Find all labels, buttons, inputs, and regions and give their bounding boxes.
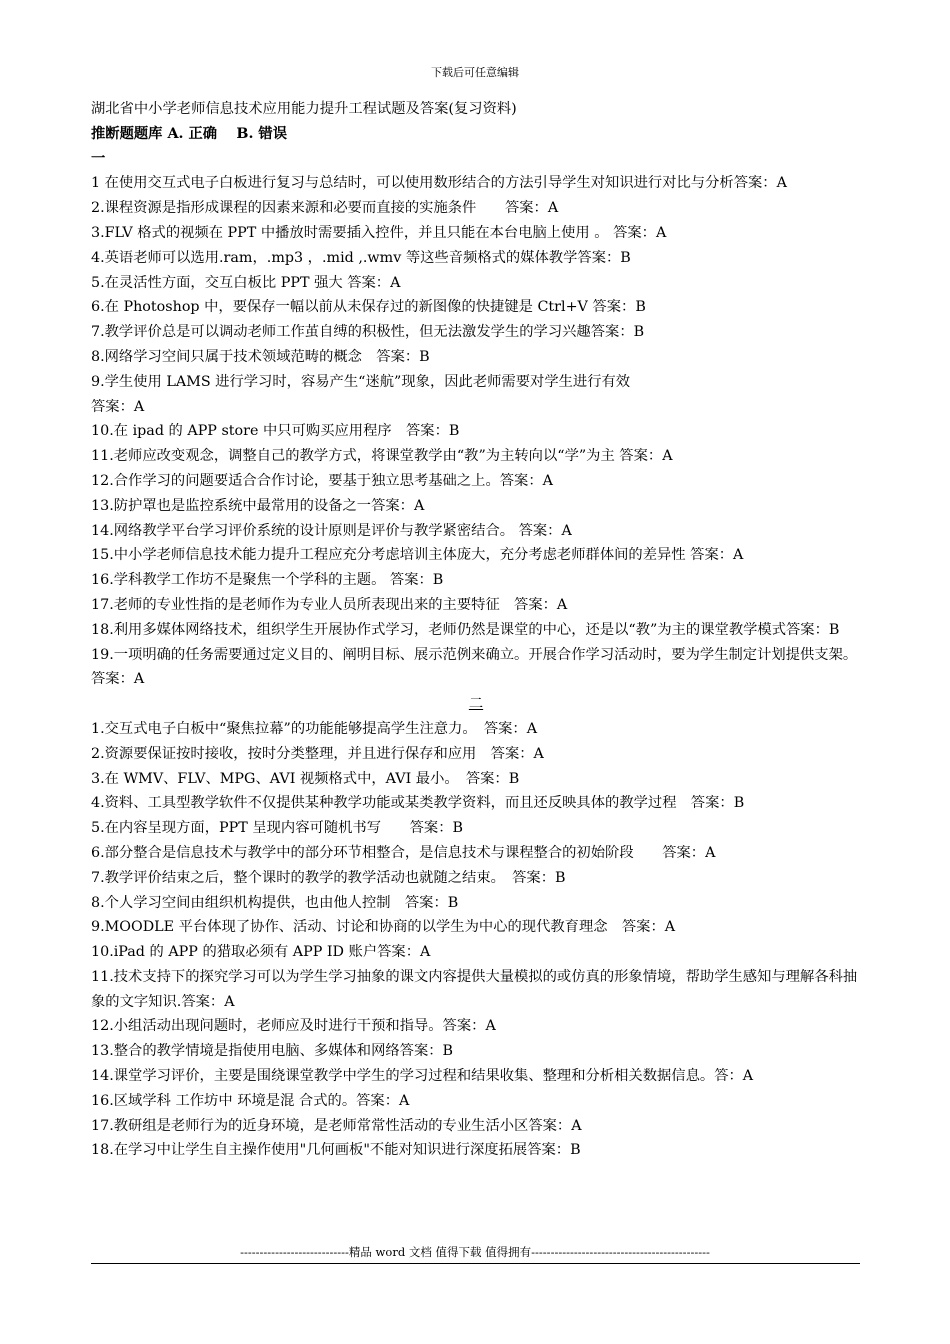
page-footer: ----------------------------精品 word 文档 值得下载 值得拥有----------------------------------------------	[240, 1245, 710, 1259]
question-item: 7.教学评价总是可以调动老师工作茧自缚的积极性，但无法激发学生的学习兴趣答案：B	[91, 324, 645, 341]
question-item: 13.整合的教学情境是指使用电脑、多媒体和网络答案：B	[91, 1043, 454, 1060]
question-item: 11.老师应改变观念，调整自己的教学方式，将课堂教学由“教”为主转向以“学”为主 答案：A	[91, 448, 673, 465]
page-header: 下载后可任意编辑	[431, 66, 519, 79]
question-item: 4.资料、工具型教学软件不仅提供某种教学功能或某类教学资料，而且还反映具体的教学过程 答案：B	[91, 795, 745, 812]
question-item: 15.中小学老师信息技术能力提升工程应充分考虑培训主体庞大，充分考虑老师群体间的差异性 答案：A	[91, 547, 744, 564]
section-two-heading: 二	[468, 696, 484, 713]
question-item: 7.教学评价结束之后，整个课时的教学的教学活动也就随之结束。 答案：B	[91, 869, 566, 886]
question-item: 6.在 Photoshop 中，要保存一幅以前从未保存过的新图像的快捷键是 Ctrl+V 答案：B	[91, 299, 646, 316]
question-item: 12.小组活动出现问题时，老师应及时进行干预和指导。答案：A	[91, 1018, 496, 1035]
question-item: 10.在 ipad 的 APP store 中只可购买应用程序 答案：B	[91, 423, 460, 440]
question-item: 16.区域学科 工作坊中 环境是混 合式的。答案：A	[91, 1092, 410, 1109]
question-item: 12.合作学习的问题要适合合作讨论，要基于独立思考基础之上。答案：A	[91, 472, 553, 489]
question-item: 18.在学习中让学生自主操作使用"几何画板"不能对知识进行深度拓展答案：B	[91, 1142, 581, 1159]
question-item: 5.在内容呈现方面，PPT 呈现内容可随机书写 答案：B	[91, 820, 463, 837]
question-item: 13.防护罩也是监控系统中最常用的设备之一答案：A	[91, 497, 425, 514]
document-title: 湖北省中小学老师信息技术应用能力提升工程试题及答案(复习资料)	[91, 101, 517, 117]
question-item: 4.英语老师可以选用.ram，.mp3 ，.mid ,.wmv 等这些音频格式的媒体教学答案：B	[91, 249, 631, 266]
question-item: 14.课堂学习评价，主要是围绕课堂教学中学生的学习过程和结果收集、整理和分析相关数据信息。答：A	[91, 1068, 754, 1085]
question-item: 1 在使用交互式电子白板进行复习与总结时，可以使用数形结合的方法引导学生对知识进行对比与分析答案：A	[91, 175, 787, 192]
question-item: 6.部分整合是信息技术与教学中的部分环节相整合，是信息技术与课程整合的初始阶段 答案：A	[91, 844, 716, 861]
question-item: 8.网络学习空间只属于技术领域范畴的概念 答案：B	[91, 348, 430, 365]
question-item: 14.网络教学平台学习评价系统的设计原则是评价与教学紧密结合。 答案：A	[91, 522, 572, 539]
question-item: 18.利用多媒体网络技术，组织学生开展协作式学习，老师仍然是课堂的中心，还是以“教”为主的课堂教学模式答案：B	[91, 621, 840, 638]
question-answer-line: 答案：A	[91, 398, 145, 415]
question-item: 9.MOODLE 平台体现了协作、活动、讨论和协商的以学生为中心的现代教育理念 答案：A	[91, 919, 676, 936]
question-item: 16.学科教学工作坊不是聚焦一个学科的主题。 答案：B	[91, 572, 444, 589]
footer-divider	[91, 1263, 860, 1264]
question-item: 19.一项明确的任务需要通过定义目的、阐明目标、展示范例来确立。开展合作学习活动时，要为学生制定计划提供支架。 答案：A	[91, 646, 865, 688]
section-one-heading: 一	[91, 150, 106, 167]
question-item: 9.学生使用 LAMS 进行学习时，容易产生“迷航”现象，因此老师需要对学生进行有效	[91, 373, 631, 390]
question-item: 8.个人学习空间由组织机构提供，也由他人控制 答案：B	[91, 894, 459, 911]
question-item: 2.课程资源是指形成课程的因素来源和必要而直接的实施条件 答案：A	[91, 200, 559, 217]
question-item: 17.教研组是老师行为的近身环境，是老师常常性活动的专业生活小区答案：A	[91, 1117, 582, 1134]
question-item: 3.在 WMV、FLV、MPG、AVI 视频格式中，AVI 最小。 答案：B	[91, 770, 520, 787]
question-item: 11.技术支持下的探究学习可以为学生学习抽象的课文内容提供大量模拟的或仿真的形象情境，帮助学生感知与理解各科抽象的文字知识.答案：A	[91, 968, 858, 1010]
question-item: 1.交互式电子白板中“聚焦拉幕”的功能能够提高学生注意力。 答案：A	[91, 720, 538, 737]
question-item: 10.iPad 的 APP 的猎取必须有 APP ID 账户答案：A	[91, 944, 431, 961]
question-item: 3.FLV 格式的视频在 PPT 中播放时需要插入控件，并且只能在本台电脑上使用 。 答案：A	[91, 224, 667, 241]
question-item: 17.老师的专业性指的是老师作为专业人员所表现出来的主要特征 答案：A	[91, 596, 568, 613]
document-body	[91, 97, 865, 1163]
question-bank-heading: 推断题题库 A. 正确 B. 错误	[91, 125, 288, 142]
question-item: 5.在灵活性方面，交互白板比 PPT 强大 答案：A	[91, 274, 401, 291]
question-item: 2.资源要保证按时接收，按时分类整理，并且进行保存和应用 答案：A	[91, 745, 544, 762]
